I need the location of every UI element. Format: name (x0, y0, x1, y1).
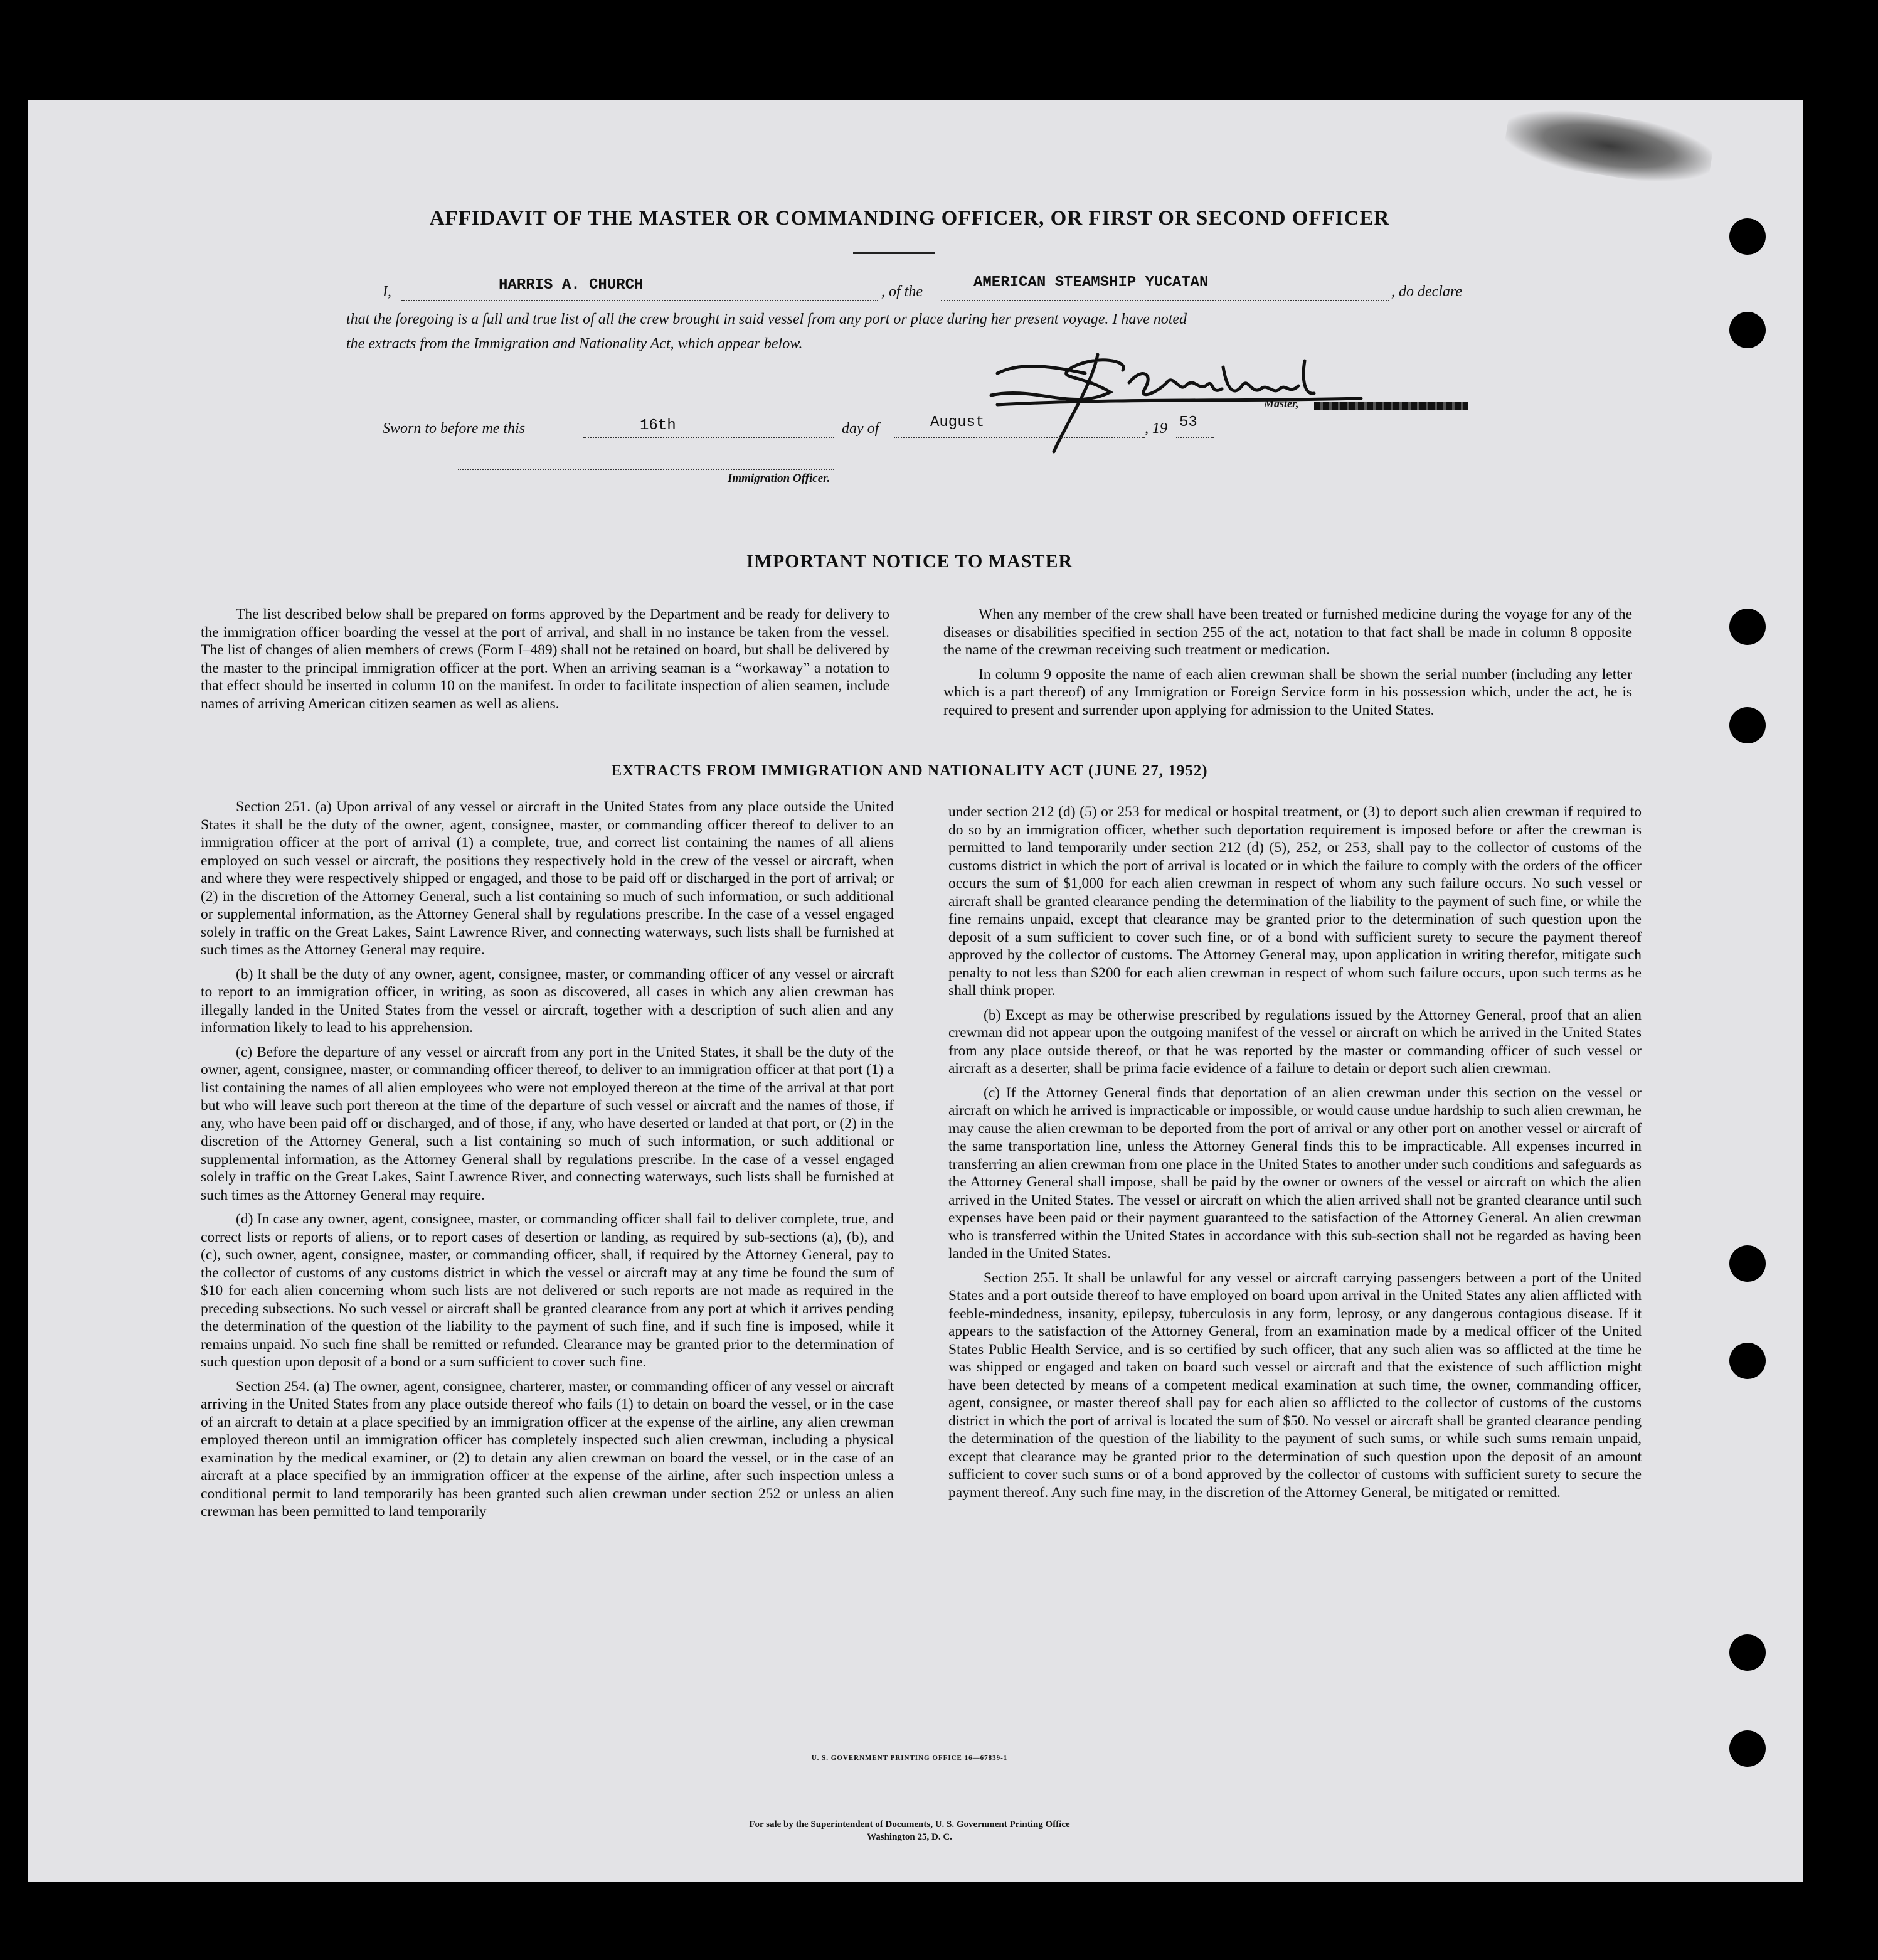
month-line (894, 437, 1145, 438)
section-254-b: (b) Except as may be otherwise prescribed by regulations issued by the Attorney General, proof that an alien crewman did not appear upon the outgoing manifest of the vessel or aircraft on which he arrived in the United States from any place outside thereof, or that he was reported by the master or commanding officer of such vessel or aircraft as a deserter, shall be prima facie evidence of a failure to detain or deport such alien crewman. (948, 1006, 1642, 1077)
page-title: AFFIDAVIT OF THE MASTER OR COMMANDING OFFICER, OR FIRST OR SECOND OFFICER (429, 207, 1390, 230)
punch-hole (1729, 609, 1766, 645)
affidavit-line-2: that the foregoing is a full and true list of all the crew brought in said vessel from any port or place during her present voyage. I have noted (346, 311, 1187, 328)
notice-left-column (201, 605, 889, 719)
day-value: 16th (640, 417, 676, 434)
punch-hole (1729, 1245, 1766, 1282)
sworn-label: Sworn to before me this (383, 420, 526, 437)
name-line (401, 300, 878, 301)
punch-hole (1729, 1343, 1766, 1379)
notice-right-paragraph-1: When any member of the crew shall have been treated or furnished medicine during the voyage for any of the diseases or disabilities specified in section 255 of the act, notation to that fact shall be made in column 8 opposite the name of the crewman receiving such treatment or medication. (943, 606, 1632, 658)
vessel-line (941, 300, 1389, 301)
master-name: HARRIS A. CHURCH (499, 277, 644, 294)
day-line (583, 437, 834, 438)
of-the-label: , of the (881, 284, 923, 300)
officer-signature-line (458, 469, 834, 470)
section-254-a: Section 254. (a) The owner, agent, consignee, charterer, master, or commanding officer of any vessel or aircraft arriving in the United States from any place outside thereof who fails (1) to detain on board the vessel, or in the case of an aircraft to detain at a place specified by an immigration officer at the expense of the airline, any alien crewman employed thereon until an immigration officer has completely inspected such alien crewman, including a physical examination by the medical examiner, or (2) to detain any alien crewman on board the vessel, or in the case of an aircraft at a place specified by an immigration officer at the expense of the airline, after such inspection unless a conditional permit to land temporarily has been granted such alien crewman under section 252 or unless an alien crewman has been permitted to land temporarily (201, 1378, 894, 1520)
officer-label: Immigration Officer. (728, 472, 830, 485)
year-value: 53 (1179, 414, 1197, 431)
punch-hole (1729, 1634, 1766, 1671)
extracts-right-column (948, 803, 1642, 1508)
footer-address: Washington 25, D. C. (867, 1832, 952, 1842)
master-label: Master, (1264, 397, 1299, 410)
punch-hole (1729, 707, 1766, 743)
i-label: I, (383, 284, 391, 300)
struck-out-title (1314, 402, 1468, 410)
month-value: August (930, 414, 985, 431)
extracts-title: EXTRACTS FROM IMMIGRATION AND NATIONALITY ACT (JUNE 27, 1952) (611, 762, 1208, 779)
title-divider (853, 252, 935, 254)
vessel-name: AMERICAN STEAMSHIP YUCATAN (973, 274, 1209, 291)
day-of-label: day of (842, 420, 879, 437)
section-251-a: Section 251. (a) Upon arrival of any vessel or aircraft in the United States from any place outside the United States it shall be the duty of the owner, agent, consignee, master, or commanding officer thereof to deliver to an immigration officer at the port of arrival (1) a complete, true, and correct list containing the names of all aliens employed on such vessel or aircraft, the positions they respectively hold in the crew of the vessel or aircraft, when and where they were respectively shipped or engaged, and those to be paid off or discharged in the port of arrival; or (2) in the discretion of the Attorney General, such a list containing so much of such information, or such additional or supplemental information, as the Attorney General shall by regulations prescribe. In the case of a vessel engaged solely in traffic on the Great Lakes, Saint Lawrence River, and connecting waterways, such lists shall be furnished at such times as the Attorney General may require. (201, 799, 894, 958)
affidavit-line-3: the extracts from the Immigration and Nationality Act, which appear below. (346, 336, 803, 352)
section-254-a-continued: under section 212 (d) (5) or 253 for medical or hospital treatment, or (3) to deport such alien crewman if required to do so by an immigration officer, whether such deportation requirement is imposed before or after the crewman is permitted to land temporarily under section 212 (d) (5), 252, or 253, shall pay to the collector of customs of the customs district in which the port of arrival is located or in which the failure to comply with the orders of the officer occurs the sum of $1,000 for each alien crewman in respect of whom any such failure occurs. No such vessel or aircraft shall be granted clearance pending the determination of the liability to the payment of such fine, or while the fine remains unpaid, except that clearance may be granted prior to the determination of such question upon the deposit of a sum sufficient to cover such fine, or of a bond with sufficient surety to secure the payment thereof approved by the collector of customs. The Attorney General may, upon application in writing therefor, mitigate such penalty to not less than $200 for each alien crewman in respect of whom such failure occurs, upon such terms as he shall think proper. (948, 804, 1642, 999)
section-251-c: (c) Before the departure of any vessel or aircraft from any port in the United States, it shall be the duty of the owner, agent, consignee, master, or commanding officer thereof, to deliver to an immigration officer at that port (1) a list containing the names of all alien employees who were not employed thereon at the time of the arrival at that port but who will leave such port thereon at the time of the departure of such vessel or aircraft and the names of those, if any, who have been paid off or discharged, and of those, if any, who have deserted or landed at that port, or (2) in the discretion of the Attorney General, such a list containing so much of such information, or such additional or supplemental information, as the Attorney General shall by regulations prescribe. In the case of a vessel engaged solely in traffic on the Great Lakes, Saint Lawrence River, and connecting waterways, such lists shall be furnished at such times as the Attorney General may require. (201, 1043, 894, 1203)
notice-title: IMPORTANT NOTICE TO MASTER (746, 551, 1073, 572)
do-declare-label: , do declare (1391, 284, 1463, 300)
extracts-left-column (201, 798, 894, 1527)
notice-right-column (943, 605, 1632, 725)
section-255: Section 255. It shall be unlawful for any vessel or aircraft carrying passengers between a port of the United States and a port outside thereof to have employed on board upon arrival in the United States any alien afflicted with feeble-mindedness, insanity, epilepsy, tuberculosis in any form, leprosy, or any dangerous contagious disease. If it appears to the satisfaction of the Attorney General, from an examination made by a medical officer of the United States Public Health Service, and is so certified by such officer, that any such alien was so afflicted at the time he was shipped or engaged and taken on board such vessel or aircraft and that the existence of such affliction might have been detected by means of a competent medical examination at such time, the owner, commanding officer, agent, consignee, or master thereof shall pay for each alien so afflicted to the collector of customs of the customs district in which the port of arrival is located the sum of $50. No vessel or aircraft shall be granted clearance pending the determination of the question of the liability to the payment of such sums, or while such sums remain unpaid, except that clearance may be granted prior to the determination of such question upon the deposit of an amount sufficient to cover such sums or of a bond approved by the collector of customs with sufficient surety to secure the payment thereof. Any such fine may, in the discretion of the Attorney General, be mitigated or remitted. (948, 1269, 1642, 1501)
section-251-b: (b) It shall be the duty of any owner, agent, consignee, master, or commanding officer of any vessel or aircraft to report to an immigration officer, in writing, as soon as discovered, all cases in which any alien crewman has illegally landed in the United States from the vessel or aircraft, together with a description of such alien and any information likely to lead to his apprehension. (201, 966, 894, 1036)
notice-left-paragraph: The list described below shall be prepared on forms approved by the Department and be ready for delivery to the immigration officer boarding the vessel at the port of arrival, and shall in no instance be taken from the vessel. The list of changes of alien members of crews (Form I–489) shall not be retained on board, but shall be delivered by the master to the principal immigration officer at the port. When an arriving seaman is a “workaway” a notation to that effect should be inserted in column 10 on the manifest. In order to facilitate inspection of alien seamen, include names of arriving American citizen seamen as well as aliens. (201, 606, 889, 712)
year-prefix: , 19 (1145, 420, 1167, 437)
section-254-c: (c) If the Attorney General finds that deportation of an alien crewman under this section on the vessel or aircraft on which he arrived is impracticable or impossible, or would cause undue hardship to such alien crewman, he may cause the alien crewman to be deported from the port of arrival or any other port on another vessel or aircraft of the same transportation line, unless the Attorney General finds this to be impracticable. All expenses incurred in transferring an alien crewman from one place in the United States to another under such conditions and safeguards as the Attorney General shall impose, shall be paid by the owner or owners of the vessel or aircraft on which the alien arrived in the United States. The vessel or aircraft on which the alien arrived shall not be granted clearance until such expenses have been paid or their payment guaranteed to the satisfaction of the Attorney General. An alien crewman who is transferred within the United States in accordance with this sub-section shall not be regarded as having been landed in the United States. (948, 1084, 1642, 1262)
notice-right-paragraph-2: In column 9 opposite the name of each alien crewman shall be shown the serial number (including any letter which is a part thereof) of any Immigration or Foreign Service form in his possession which, under the act, he is required to present and surrender upon applying for admission to the United States. (943, 666, 1632, 718)
punch-hole (1729, 312, 1766, 348)
printing-office-code: U. S. GOVERNMENT PRINTING OFFICE 16—67839-1 (811, 1754, 1008, 1762)
section-251-d: (d) In case any owner, agent, consignee, master, or commanding officer shall fail to deliver complete, true, and correct lists or reports of aliens, or to report cases of desertion or landing, as required by sub-sections (a), (b), and (c), such owner, agent, consignee, master, or commanding officer, shall, if required by the Attorney General, pay to the collector of customs of any customs district in which the vessel or aircraft may at any time be found the sum of $10 for each alien concerning whom such lists are not delivered or such reports are not made as required in the preceding subsections. No such vessel or aircraft shall be granted clearance from any port at which it arrives pending the determination of the question of the liability to the payment of such fine, and if such fine is imposed, while it remains unpaid. No such fine shall be remitted or refunded. Clearance may be granted prior to the determination of such question upon deposit of a bond or a sum sufficient to cover such fine. (201, 1211, 894, 1370)
footer-sale-notice: For sale by the Superintendent of Documents, U. S. Government Printing Office (749, 1819, 1070, 1830)
year-line (1176, 437, 1214, 438)
